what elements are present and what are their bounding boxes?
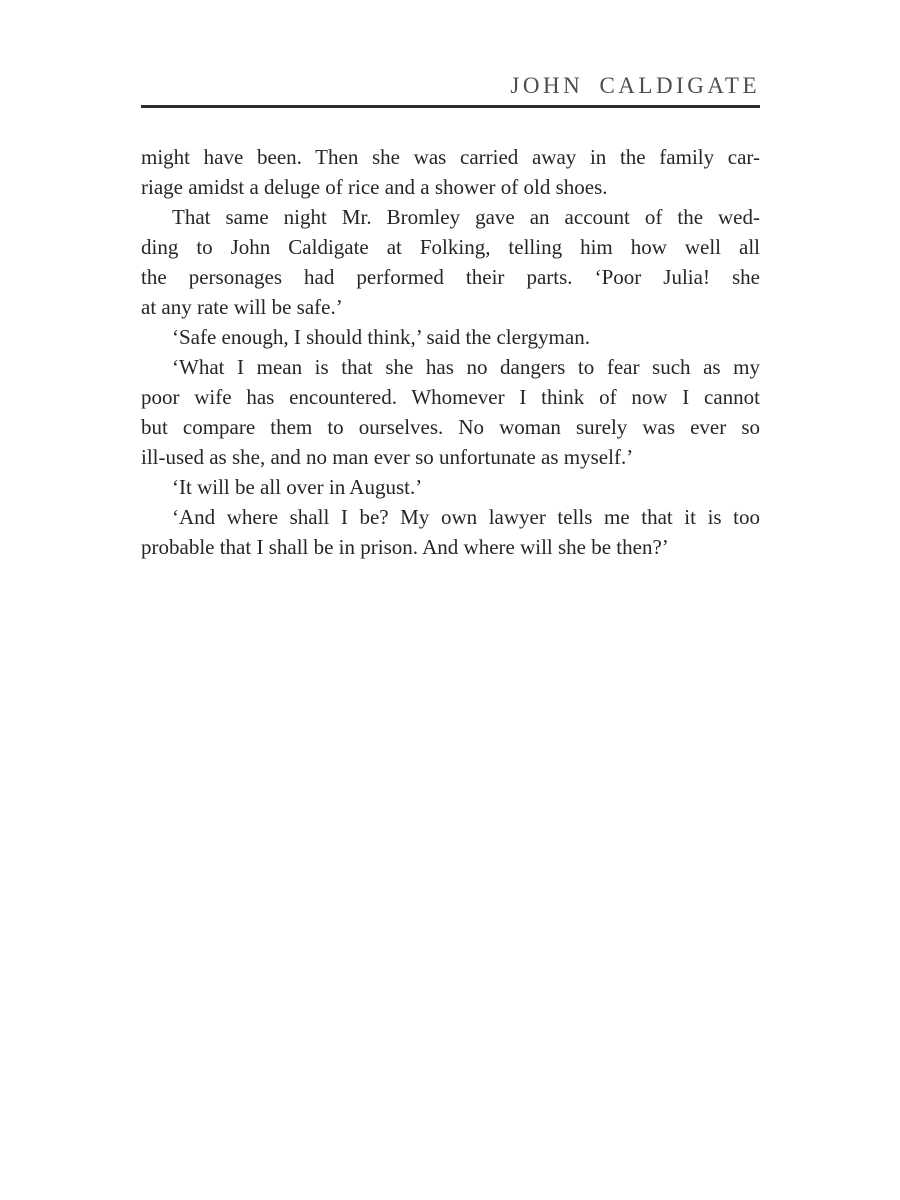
text-line: ‘What I mean is that she has no dangers to fear such as my: [172, 355, 760, 379]
text-line: probable that I shall be in prison. And where will she be then?’: [141, 535, 669, 559]
text-line: That same night Mr. Bromley gave an account of the wed-: [172, 205, 760, 229]
header-rule: [141, 105, 760, 108]
text-line: but compare them to ourselves. No woman surely was ever so: [141, 415, 760, 439]
paragraph: [141, 202, 760, 322]
text-line: riage amidst a deluge of rice and a shower of old shoes.: [141, 175, 608, 199]
text-line: might have been. Then she was carried away in the family car-: [141, 145, 760, 169]
text-line: ‘Safe enough, I should think,’ said the clergyman.: [172, 325, 590, 349]
text-line: the personages had performed their parts. ‘Poor Julia! she: [141, 265, 760, 289]
text-line: ‘It will be all over in August.’: [172, 475, 423, 499]
paragraph: [141, 472, 760, 502]
paragraph: [141, 322, 760, 352]
text-line: ding to John Caldigate at Folking, telling him how well all: [141, 235, 760, 259]
running-header: JOHN CALDIGATE: [510, 73, 760, 98]
text-line: ill-used as she, and no man ever so unfortunate as myself.’: [141, 445, 634, 469]
paragraph: [141, 142, 760, 202]
paragraph: [141, 502, 760, 562]
text-line: ‘And where shall I be? My own lawyer tells me that it is too: [172, 505, 760, 529]
paragraph: [141, 352, 760, 472]
text-line: poor wife has encountered. Whomever I think of now I cannot: [141, 385, 760, 409]
body-text: [141, 142, 760, 562]
text-line: at any rate will be safe.’: [141, 295, 343, 319]
